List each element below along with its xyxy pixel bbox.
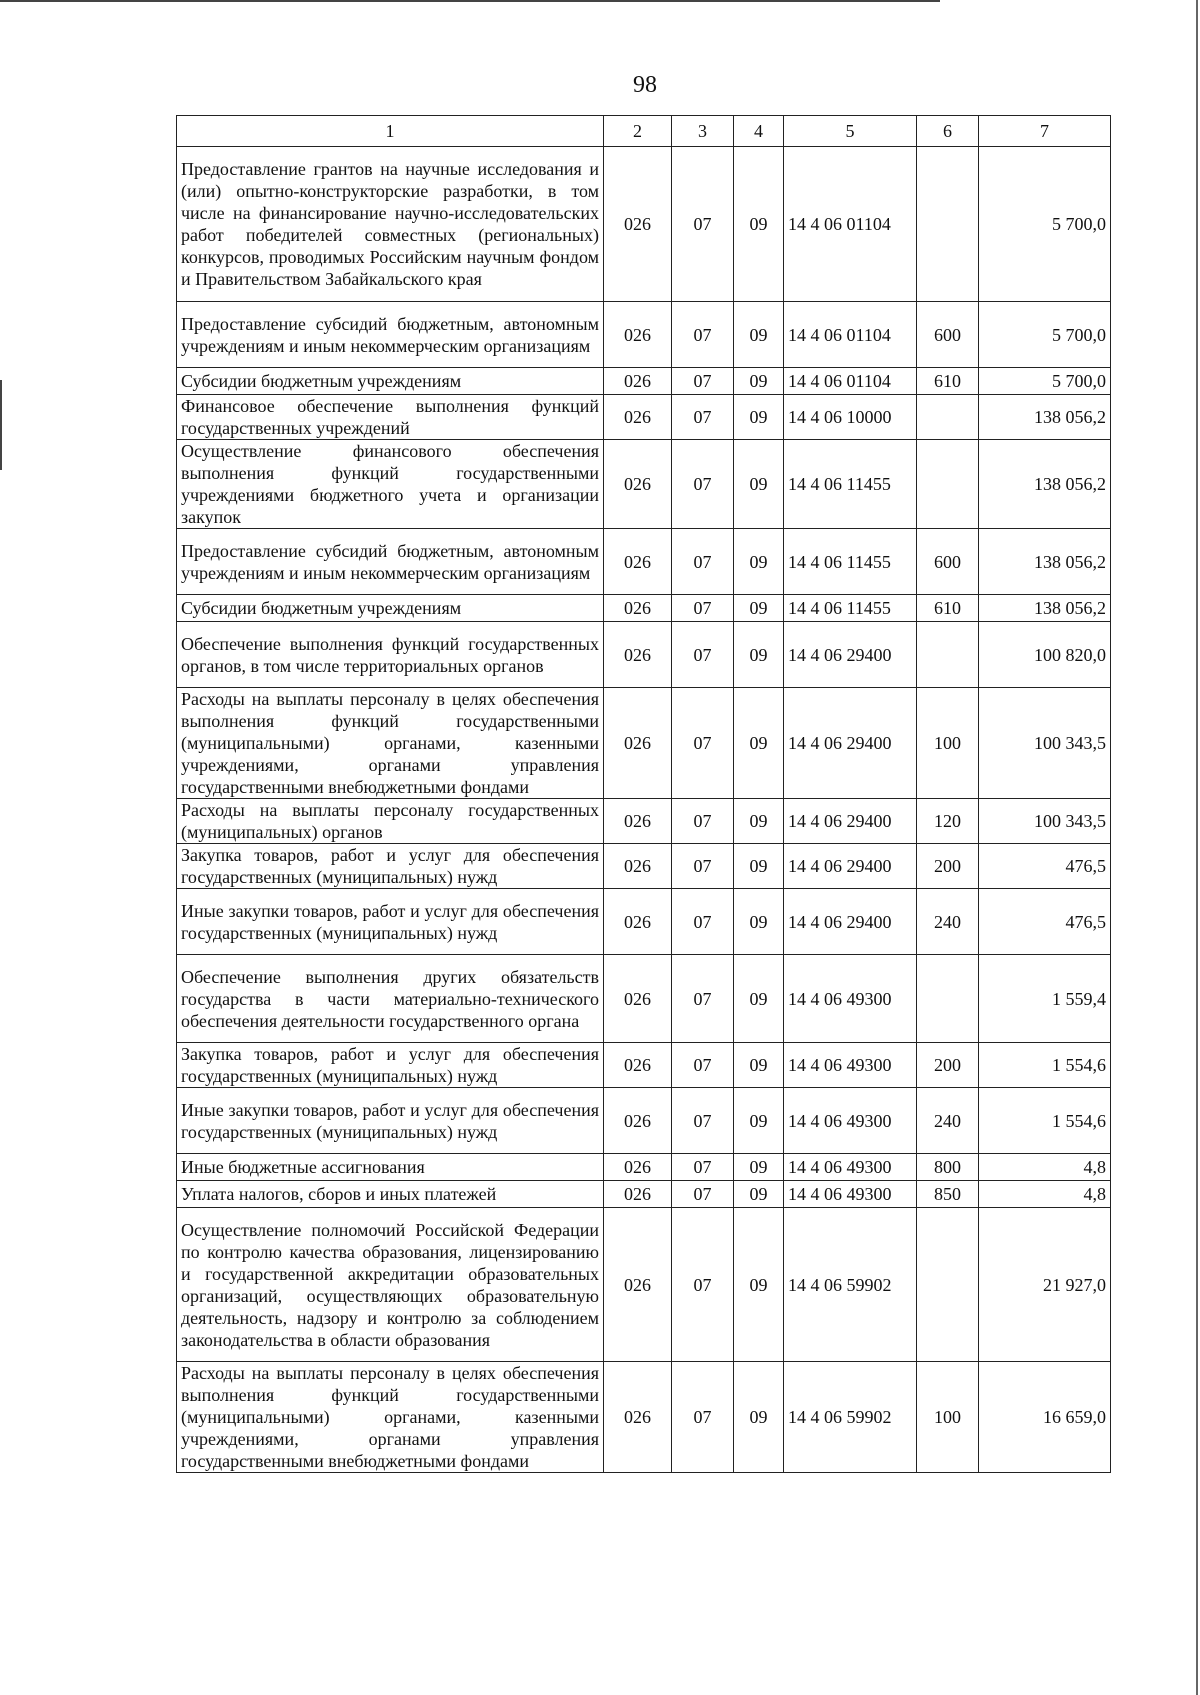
table-row [177, 595, 1111, 622]
cell-section: 07 [672, 844, 734, 889]
cell-name: Осуществление полномочий Российской Федерации по контролю качества образования, лицензированию и государственной аккредитации образовательных организаций, осуществляющих образовательную деятельность, надзору и контролю за соблюдением законодательства в области образования [177, 1208, 604, 1362]
cell-amount: 100 343,5 [979, 688, 1111, 799]
cell-csr: 14 4 06 49300 [784, 1088, 917, 1154]
cell-csr: 14 4 06 29400 [784, 844, 917, 889]
cell-section: 07 [672, 368, 734, 395]
table-row [177, 147, 1111, 302]
cell-subsection: 09 [734, 440, 784, 529]
cell-subsection: 09 [734, 1043, 784, 1088]
header-cell-vr: 6 [917, 116, 979, 147]
cell-subsection: 09 [734, 1088, 784, 1154]
cell-vr: 240 [917, 889, 979, 955]
table-row [177, 1208, 1111, 1362]
cell-csr: 14 4 06 11455 [784, 595, 917, 622]
cell-amount: 21 927,0 [979, 1208, 1111, 1362]
cell-name: Предоставление субсидий бюджетным, автономным учреждениям и иным некоммерческим организациям [177, 529, 604, 595]
table-row [177, 440, 1111, 529]
cell-subsection: 09 [734, 1208, 784, 1362]
cell-section: 07 [672, 1181, 734, 1208]
cell-amount: 1 559,4 [979, 955, 1111, 1043]
cell-section: 07 [672, 688, 734, 799]
cell-vr [917, 955, 979, 1043]
cell-csr: 14 4 06 29400 [784, 889, 917, 955]
cell-amount: 5 700,0 [979, 302, 1111, 368]
cell-subsection: 09 [734, 595, 784, 622]
cell-name: Обеспечение выполнения функций государственных органов, в том числе территориальных органов [177, 622, 604, 688]
table-row [177, 1362, 1111, 1473]
table-header-row [177, 116, 1111, 147]
cell-section: 07 [672, 799, 734, 844]
cell-vr: 240 [917, 1088, 979, 1154]
cell-vr [917, 1208, 979, 1362]
cell-ministry: 026 [604, 844, 672, 889]
cell-vr [917, 147, 979, 302]
cell-ministry: 026 [604, 889, 672, 955]
table-row [177, 688, 1111, 799]
cell-name: Иные закупки товаров, работ и услуг для обеспечения государственных (муниципальных) нужд [177, 1088, 604, 1154]
table-row [177, 799, 1111, 844]
cell-name: Закупка товаров, работ и услуг для обеспечения государственных (муниципальных) нужд [177, 1043, 604, 1088]
cell-csr: 14 4 06 29400 [784, 622, 917, 688]
cell-name: Уплата налогов, сборов и иных платежей [177, 1181, 604, 1208]
table-row [177, 1181, 1111, 1208]
header-cell-subsection: 4 [734, 116, 784, 147]
cell-csr: 14 4 06 29400 [784, 799, 917, 844]
cell-ministry: 026 [604, 302, 672, 368]
table-row [177, 1043, 1111, 1088]
header-cell-name: 1 [177, 116, 604, 147]
cell-name: Иные закупки товаров, работ и услуг для обеспечения государственных (муниципальных) нужд [177, 889, 604, 955]
cell-name: Осуществление финансового обеспечения выполнения функций государственными учреждениями бюджетного учета и организации закупок [177, 440, 604, 529]
cell-csr: 14 4 06 01104 [784, 302, 917, 368]
cell-section: 07 [672, 1154, 734, 1181]
header-cell-csr: 5 [784, 116, 917, 147]
cell-ministry: 026 [604, 688, 672, 799]
cell-ministry: 026 [604, 368, 672, 395]
cell-ministry: 026 [604, 1362, 672, 1473]
cell-vr: 610 [917, 368, 979, 395]
cell-amount: 476,5 [979, 844, 1111, 889]
cell-subsection: 09 [734, 1181, 784, 1208]
cell-name: Предоставление субсидий бюджетным, автономным учреждениям и иным некоммерческим организациям [177, 302, 604, 368]
cell-vr: 120 [917, 799, 979, 844]
cell-name: Иные бюджетные ассигнования [177, 1154, 604, 1181]
table-row [177, 1154, 1111, 1181]
cell-subsection: 09 [734, 1362, 784, 1473]
cell-name: Субсидии бюджетным учреждениям [177, 595, 604, 622]
cell-subsection: 09 [734, 302, 784, 368]
cell-ministry: 026 [604, 440, 672, 529]
cell-amount: 1 554,6 [979, 1088, 1111, 1154]
cell-amount: 138 056,2 [979, 595, 1111, 622]
cell-csr: 14 4 06 59902 [784, 1362, 917, 1473]
cell-section: 07 [672, 440, 734, 529]
cell-csr: 14 4 06 29400 [784, 688, 917, 799]
cell-section: 07 [672, 595, 734, 622]
cell-subsection: 09 [734, 799, 784, 844]
cell-ministry: 026 [604, 1154, 672, 1181]
cell-vr [917, 440, 979, 529]
cell-ministry: 026 [604, 529, 672, 595]
cell-ministry: 026 [604, 147, 672, 302]
table-row [177, 889, 1111, 955]
cell-csr: 14 4 06 49300 [784, 955, 917, 1043]
cell-subsection: 09 [734, 368, 784, 395]
cell-vr: 200 [917, 844, 979, 889]
header-cell-amount: 7 [979, 116, 1111, 147]
cell-amount: 138 056,2 [979, 529, 1111, 595]
page-number: 98 [633, 72, 657, 98]
cell-vr [917, 395, 979, 440]
cell-name: Закупка товаров, работ и услуг для обеспечения государственных (муниципальных) нужд [177, 844, 604, 889]
cell-section: 07 [672, 147, 734, 302]
cell-ministry: 026 [604, 1181, 672, 1208]
cell-vr: 600 [917, 529, 979, 595]
cell-vr: 800 [917, 1154, 979, 1181]
cell-amount: 138 056,2 [979, 395, 1111, 440]
cell-section: 07 [672, 622, 734, 688]
cell-csr: 14 4 06 11455 [784, 529, 917, 595]
cell-ministry: 026 [604, 622, 672, 688]
cell-subsection: 09 [734, 622, 784, 688]
cell-name: Субсидии бюджетным учреждениям [177, 368, 604, 395]
cell-section: 07 [672, 395, 734, 440]
cell-subsection: 09 [734, 147, 784, 302]
cell-name: Расходы на выплаты персоналу в целях обеспечения выполнения функций государственными (муниципальными) органами, казенными учреждениями, органами управления государственными внебюджетными фондами [177, 1362, 604, 1473]
cell-ministry: 026 [604, 955, 672, 1043]
cell-subsection: 09 [734, 844, 784, 889]
cell-name: Расходы на выплаты персоналу государственных (муниципальных) органов [177, 799, 604, 844]
cell-vr: 100 [917, 1362, 979, 1473]
cell-name: Расходы на выплаты персоналу в целях обеспечения выполнения функций государственными (муниципальными) органами, казенными учреждениями, органами управления государственными внебюджетными фондами [177, 688, 604, 799]
cell-vr: 600 [917, 302, 979, 368]
table-body [177, 147, 1111, 1473]
cell-amount: 138 056,2 [979, 440, 1111, 529]
table-row [177, 395, 1111, 440]
cell-subsection: 09 [734, 529, 784, 595]
cell-csr: 14 4 06 11455 [784, 440, 917, 529]
table-row [177, 529, 1111, 595]
cell-csr: 14 4 06 01104 [784, 147, 917, 302]
scan-edge-left [0, 380, 2, 470]
header-cell-ministry: 2 [604, 116, 672, 147]
header-cell-section: 3 [672, 116, 734, 147]
cell-vr: 200 [917, 1043, 979, 1088]
cell-name: Предоставление грантов на научные исследования и (или) опытно-конструкторские разработки, в том числе на финансирование научно-исследовательских работ победителей совместных (региональных) конкурсов, проводимых Российским научным фондом и Правительством Забайкальского края [177, 147, 604, 302]
cell-amount: 1 554,6 [979, 1043, 1111, 1088]
cell-csr: 14 4 06 10000 [784, 395, 917, 440]
table-row [177, 844, 1111, 889]
cell-amount: 100 820,0 [979, 622, 1111, 688]
cell-section: 07 [672, 529, 734, 595]
cell-vr [917, 622, 979, 688]
cell-ministry: 026 [604, 595, 672, 622]
cell-section: 07 [672, 1088, 734, 1154]
table-row [177, 1088, 1111, 1154]
cell-ministry: 026 [604, 1043, 672, 1088]
cell-subsection: 09 [734, 889, 784, 955]
cell-csr: 14 4 06 49300 [784, 1154, 917, 1181]
budget-table [176, 115, 1111, 1473]
cell-vr: 100 [917, 688, 979, 799]
cell-csr: 14 4 06 49300 [784, 1043, 917, 1088]
cell-section: 07 [672, 889, 734, 955]
cell-section: 07 [672, 302, 734, 368]
cell-amount: 5 700,0 [979, 368, 1111, 395]
table-row [177, 368, 1111, 395]
cell-vr: 610 [917, 595, 979, 622]
cell-amount: 5 700,0 [979, 147, 1111, 302]
cell-csr: 14 4 06 01104 [784, 368, 917, 395]
cell-amount: 100 343,5 [979, 799, 1111, 844]
cell-amount: 16 659,0 [979, 1362, 1111, 1473]
table-row [177, 622, 1111, 688]
cell-section: 07 [672, 1208, 734, 1362]
cell-section: 07 [672, 955, 734, 1043]
cell-name: Обеспечение выполнения других обязательств государства в части материально-технического обеспечения деятельности государственного органа [177, 955, 604, 1043]
cell-section: 07 [672, 1362, 734, 1473]
cell-name: Финансовое обеспечение выполнения функций государственных учреждений [177, 395, 604, 440]
cell-ministry: 026 [604, 799, 672, 844]
cell-ministry: 026 [604, 1208, 672, 1362]
cell-subsection: 09 [734, 955, 784, 1043]
scan-edge-right [1196, 0, 1198, 1695]
cell-subsection: 09 [734, 1154, 784, 1181]
cell-section: 07 [672, 1043, 734, 1088]
cell-ministry: 026 [604, 1088, 672, 1154]
table-row [177, 955, 1111, 1043]
cell-vr: 850 [917, 1181, 979, 1208]
scan-edge-top [0, 0, 940, 2]
cell-csr: 14 4 06 59902 [784, 1208, 917, 1362]
cell-subsection: 09 [734, 395, 784, 440]
cell-ministry: 026 [604, 395, 672, 440]
cell-amount: 4,8 [979, 1154, 1111, 1181]
cell-amount: 476,5 [979, 889, 1111, 955]
cell-csr: 14 4 06 49300 [784, 1181, 917, 1208]
table-row [177, 302, 1111, 368]
cell-subsection: 09 [734, 688, 784, 799]
cell-amount: 4,8 [979, 1181, 1111, 1208]
